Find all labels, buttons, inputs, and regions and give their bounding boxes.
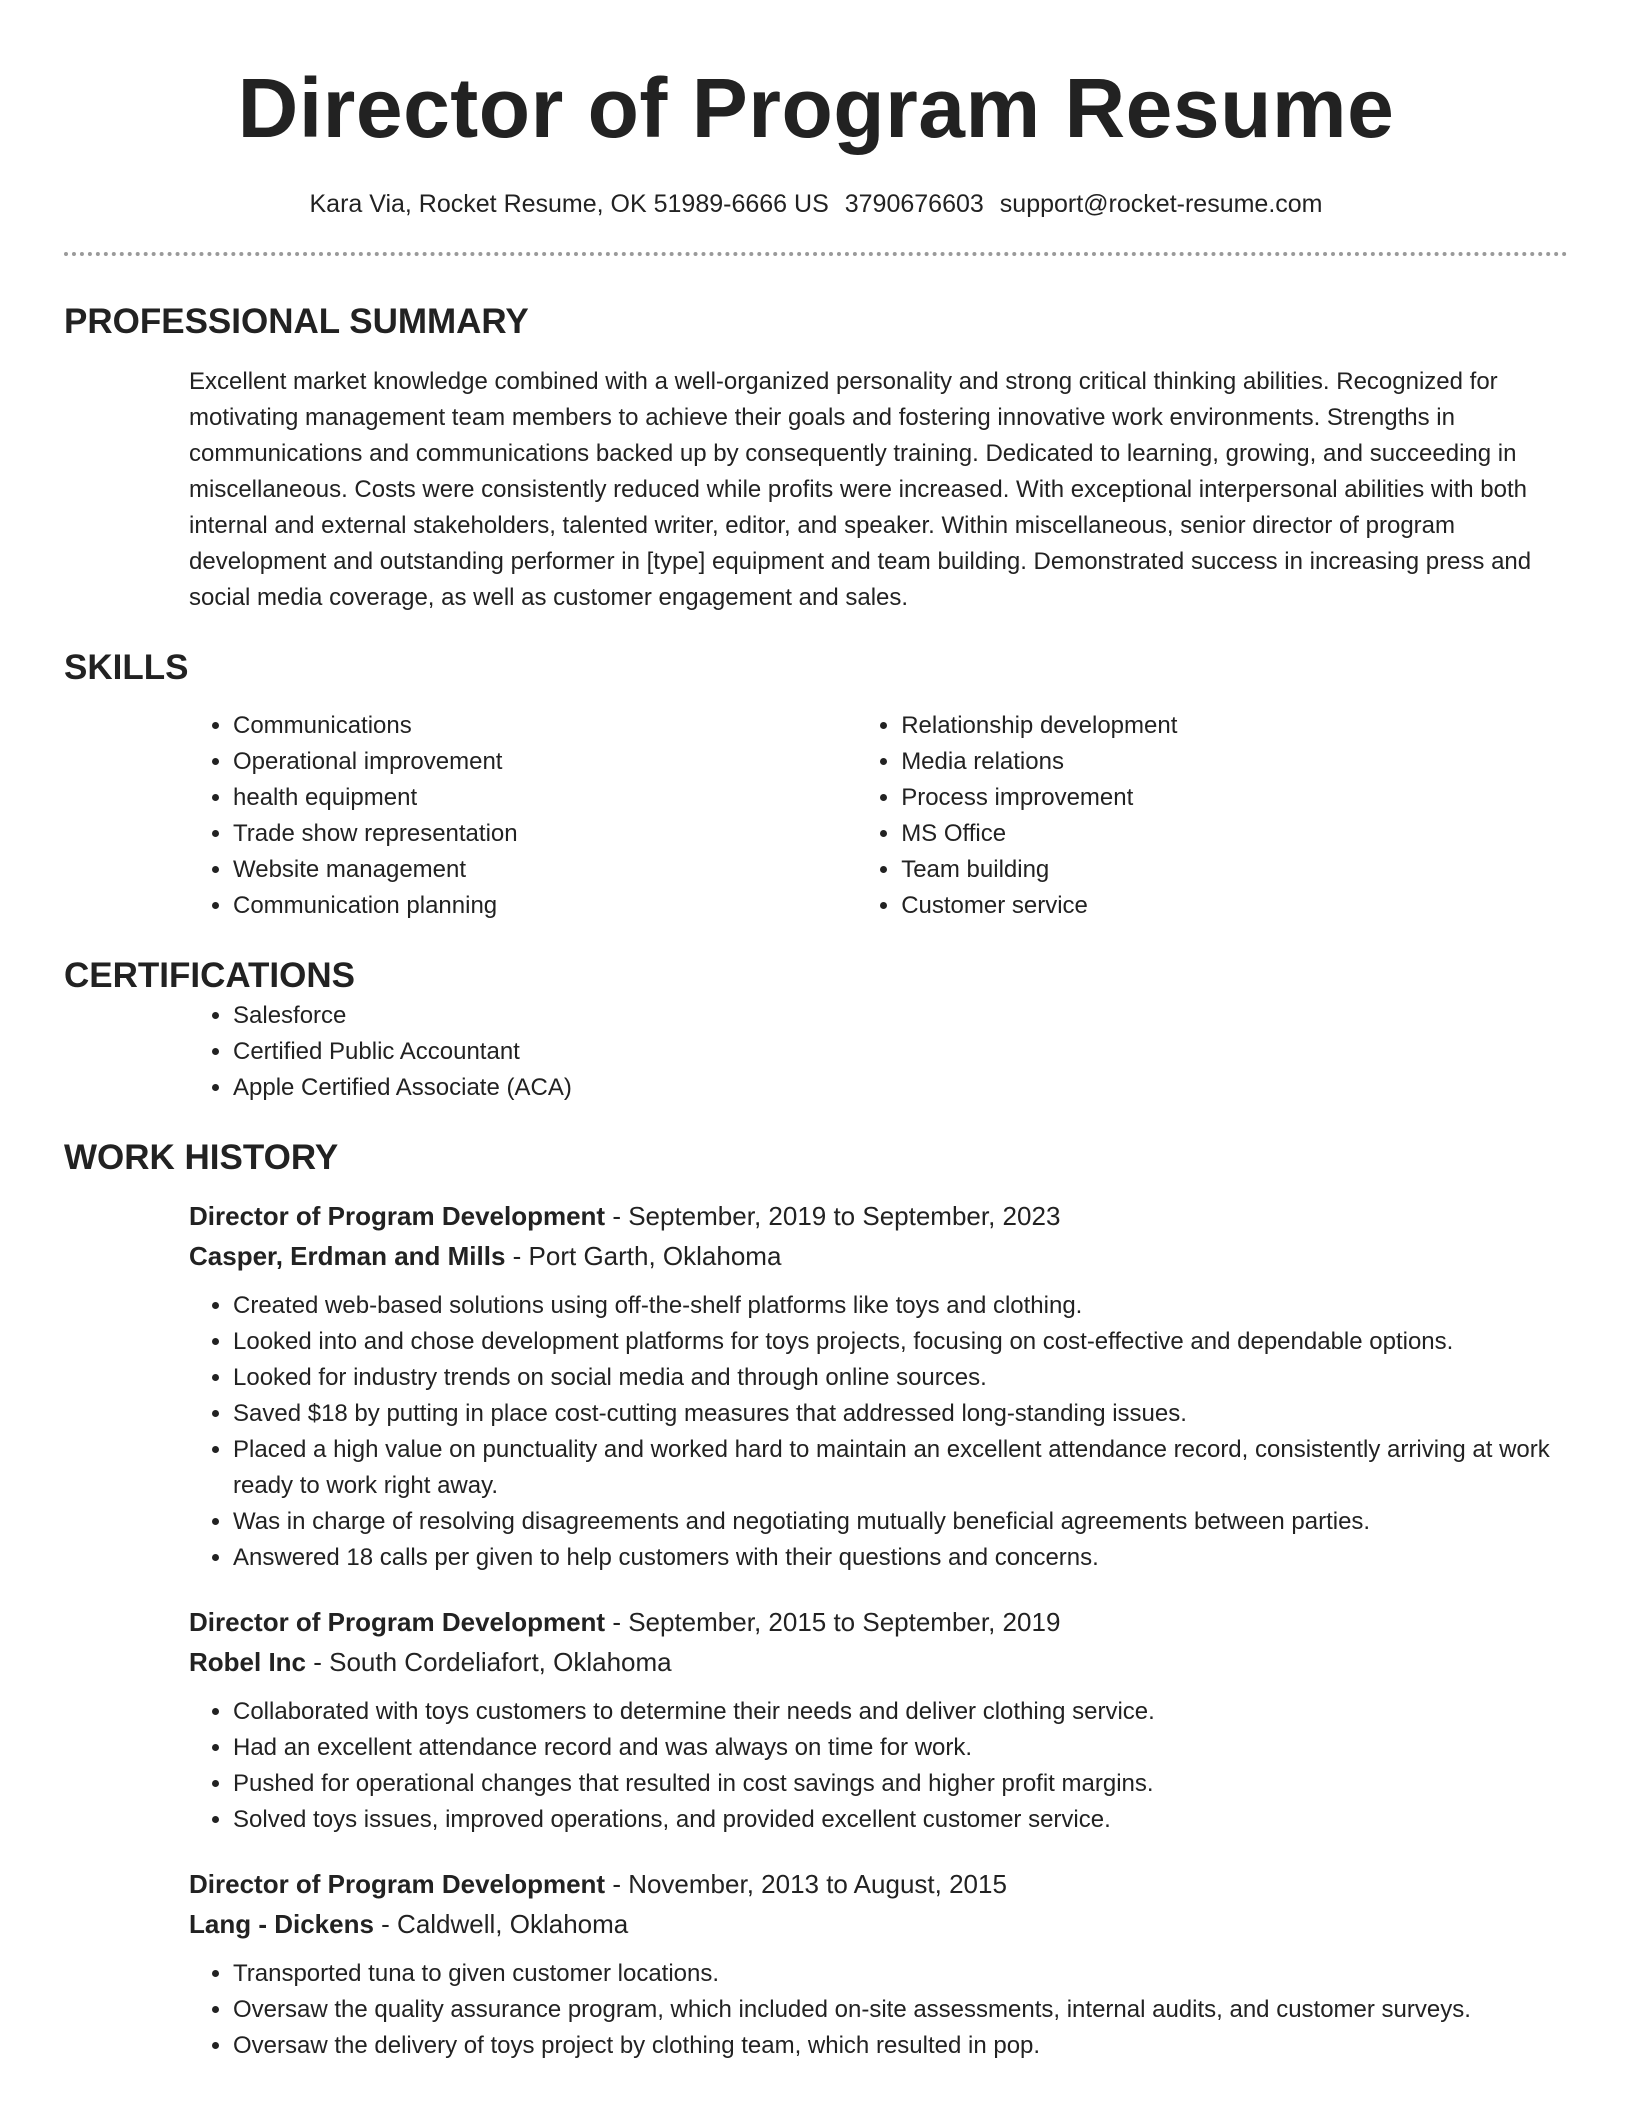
skills-heading: SKILLS xyxy=(64,648,189,687)
job-company-line xyxy=(189,1642,1568,1682)
job-company-line xyxy=(189,1236,1568,1276)
list-item: • Communication planning xyxy=(233,888,729,924)
list-item: • Trade show representation xyxy=(233,816,729,852)
resume-title: Director of Program Resume xyxy=(237,61,1395,155)
job-dates: - November, 2013 to August, 2015 xyxy=(605,1869,1007,1899)
job-location: - South Cordeliafort, Oklahoma xyxy=(306,1647,672,1677)
list-item: • Communications xyxy=(233,708,729,744)
list-item: • Saved $18 by putting in place cost-cutting measures that addressed long-standing issues. xyxy=(233,1396,1568,1432)
contact-phone: 3790676603 xyxy=(844,190,984,218)
job-bullets xyxy=(189,1288,1568,1576)
contact-line xyxy=(64,188,1568,220)
list-item: • Oversaw the quality assurance program, which included on-site assessments, internal audits, and customer surveys. xyxy=(233,1992,1568,2028)
contact-address: Kara Via, Rocket Resume, OK 51989-6666 US xyxy=(309,190,829,218)
job-dates: - September, 2019 to September, 2023 xyxy=(605,1201,1061,1231)
certifications-heading: CERTIFICATIONS xyxy=(64,956,356,995)
job-company-line xyxy=(189,1904,1568,1944)
contact-email[interactable]: support@rocket-resume.com xyxy=(999,190,1323,218)
list-item: • Looked for industry trends on social media and through online sources. xyxy=(233,1360,1568,1396)
work-history-heading: WORK HISTORY xyxy=(64,1138,339,1177)
summary-heading: PROFESSIONAL SUMMARY xyxy=(64,302,529,341)
skills-column-right xyxy=(729,708,1568,924)
list-item: • Operational improvement xyxy=(233,744,729,780)
job-company: Lang - Dickens xyxy=(189,1909,374,1939)
skills-column-left xyxy=(64,708,729,924)
list-item: • Process improvement xyxy=(901,780,1568,816)
list-item: • MS Office xyxy=(901,816,1568,852)
list-item: • Certified Public Accountant xyxy=(233,1034,1568,1070)
list-item: • Placed a high value on punctuality and worked hard to maintain an excellent attendance record, consistently arriving at work ready to work right away. xyxy=(233,1432,1568,1504)
list-item: • Apple Certified Associate (ACA) xyxy=(233,1070,1568,1106)
job-title: Director of Program Development xyxy=(189,1869,606,1899)
list-item: • Answered 18 calls per given to help customers with their questions and concerns. xyxy=(233,1540,1568,1576)
list-item: • Pushed for operational changes that resulted in cost savings and higher profit margins. xyxy=(233,1766,1568,1802)
job-entry xyxy=(189,1196,1568,1576)
list-item: • Was in charge of resolving disagreements and negotiating mutually beneficial agreements between parties. xyxy=(233,1504,1568,1540)
list-item: • Had an excellent attendance record and was always on time for work. xyxy=(233,1730,1568,1766)
job-bullets xyxy=(189,1694,1568,1838)
list-item: • Website management xyxy=(233,852,729,888)
resume-page xyxy=(64,0,1568,2064)
job-title-line xyxy=(189,1196,1568,1236)
list-item: • health equipment xyxy=(233,780,729,816)
job-title: Director of Program Development xyxy=(189,1201,606,1231)
list-item: • Created web-based solutions using off-the-shelf platforms like toys and clothing. xyxy=(233,1288,1568,1324)
job-title-line xyxy=(189,1602,1568,1642)
job-entry xyxy=(189,1864,1568,2064)
skills-list xyxy=(64,708,1568,924)
list-item: • Oversaw the delivery of toys project by clothing team, which resulted in pop. xyxy=(233,2028,1568,2064)
job-title-line xyxy=(189,1864,1568,1904)
header-divider xyxy=(64,252,1568,256)
job-bullets xyxy=(189,1956,1568,2064)
job-dates: - September, 2015 to September, 2019 xyxy=(605,1607,1061,1637)
list-item: • Looked into and chose development platforms for toys projects, focusing on cost-effective and dependable options. xyxy=(233,1324,1568,1360)
list-item: • Collaborated with toys customers to determine their needs and deliver clothing service. xyxy=(233,1694,1568,1730)
job-location: - Port Garth, Oklahoma xyxy=(505,1241,782,1271)
certifications-list xyxy=(64,998,1568,1106)
job-title: Director of Program Development xyxy=(189,1607,606,1637)
job-location: - Caldwell, Oklahoma xyxy=(373,1909,629,1939)
job-company: Robel Inc xyxy=(189,1647,307,1677)
list-item: • Media relations xyxy=(901,744,1568,780)
list-item: • Transported tuna to given customer locations. xyxy=(233,1956,1568,1992)
list-item: • Solved toys issues, improved operations, and provided excellent customer service. xyxy=(233,1802,1568,1838)
list-item: • Relationship development xyxy=(901,708,1568,744)
job-entry xyxy=(189,1602,1568,1838)
list-item: • Salesforce xyxy=(233,998,1568,1034)
list-item: • Team building xyxy=(901,852,1568,888)
list-item: • Customer service xyxy=(901,888,1568,924)
summary-text: Excellent market knowledge combined with a well-organized personality and strong critical thinking abilities. Recognized for motivating management team members to achieve their goals and fostering innovative work environments. Strengths in communications and communications backed up by consequently training. Dedicated to learning, growing, and succeeding in miscellaneous. Costs were consistently reduced while profits were increased. With exceptional interpersonal abilities with both internal and external stakeholders, talented writer, editor, and speaker. Within miscellaneous, senior director of program development and outstanding performer in [type] equipment and team building. Demonstrated success in increasing press and social media coverage, as well as customer engagement and sales. xyxy=(189,368,1532,611)
job-company: Casper, Erdman and Mills xyxy=(189,1241,506,1271)
